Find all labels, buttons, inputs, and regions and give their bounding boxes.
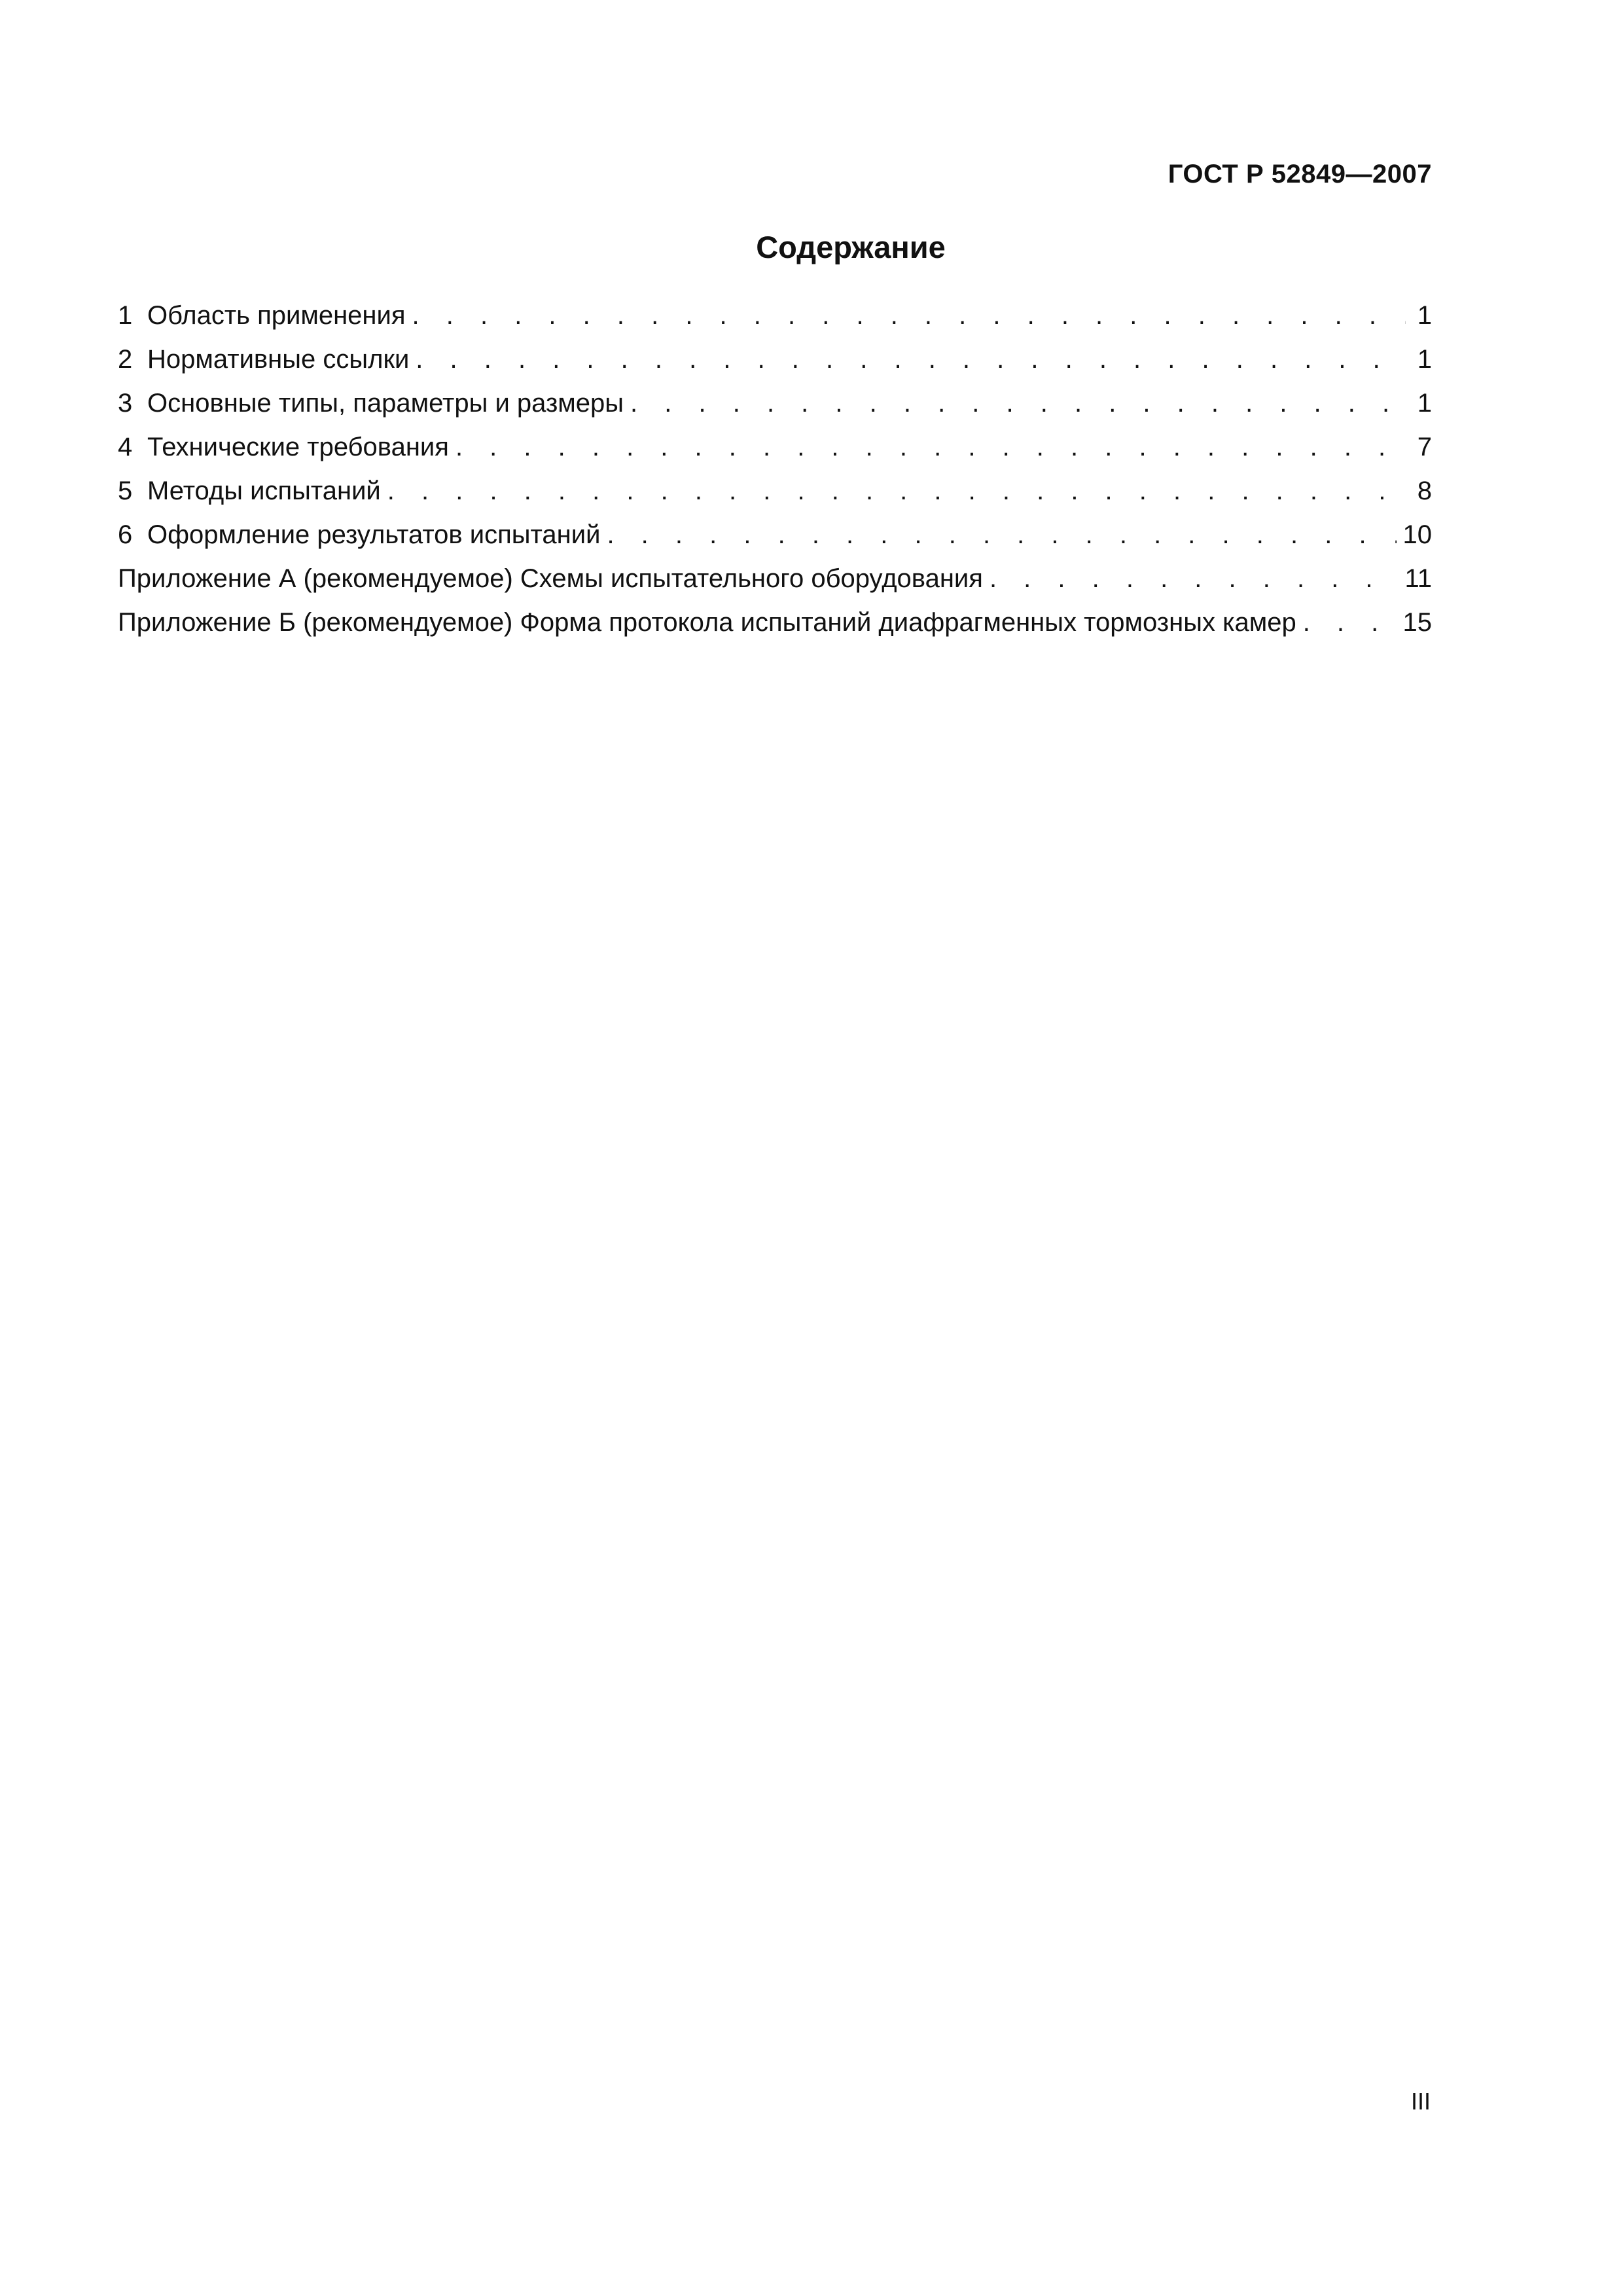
toc-entry-page: 1 — [1417, 389, 1432, 418]
toc-leader-dots — [607, 520, 1396, 550]
toc-entry-label: Нормативные ссылки — [147, 345, 410, 374]
toc-entry-label: Область применения — [147, 301, 406, 330]
toc-entry-page: 11 — [1404, 564, 1432, 593]
toc-leader-dots — [1303, 608, 1397, 637]
toc-entry-label: Приложение Б (рекомендуемое) Форма протокола испытаний диафрагменных тормозных камер — [118, 608, 1296, 637]
toc-entry-number: 5 — [118, 476, 133, 505]
toc-entry-page: 8 — [1417, 476, 1432, 505]
toc-title: Содержание — [756, 230, 946, 264]
toc-entry-label: Приложение А (рекомендуемое) Схемы испытательного оборудования — [118, 564, 983, 593]
toc-leader-dots — [416, 345, 1406, 374]
toc-entry[interactable] — [118, 345, 1432, 389]
document-id: ГОСТ Р 52849—2007 — [1168, 160, 1432, 188]
toc-entry[interactable] — [118, 301, 1432, 345]
toc-entry-number: 2 — [118, 345, 133, 374]
toc-entry-label: Технические требования — [147, 433, 449, 461]
toc-entry-appendix[interactable] — [118, 608, 1432, 652]
toc-entry-number: 3 — [118, 389, 133, 418]
toc-entry[interactable] — [118, 520, 1432, 564]
page-number: III — [1410, 2088, 1431, 2115]
toc-entry-page: 10 — [1402, 520, 1432, 549]
toc-leader-dots — [455, 433, 1406, 462]
toc-entry-number: 4 — [118, 433, 133, 461]
toc-entry-appendix[interactable] — [118, 564, 1432, 608]
toc-leader-dots — [387, 476, 1406, 506]
toc-entry-page: 1 — [1417, 301, 1432, 330]
toc-entry-page: 7 — [1417, 433, 1432, 461]
toc-entry-page: 15 — [1402, 608, 1432, 637]
toc-entry[interactable] — [118, 389, 1432, 433]
toc-entry-page: 1 — [1417, 345, 1432, 374]
toc-entry[interactable] — [118, 476, 1432, 520]
toc-leader-dots — [630, 389, 1406, 418]
toc-entry-label: Основные типы, параметры и размеры — [147, 389, 624, 418]
toc-entry-label: Методы испытаний — [147, 476, 381, 505]
toc-entry[interactable] — [118, 433, 1432, 476]
toc-leader-dots — [990, 564, 1399, 594]
table-of-contents — [118, 301, 1432, 652]
toc-entry-number: 6 — [118, 520, 133, 549]
toc-leader-dots — [412, 301, 1406, 331]
toc-entry-number: 1 — [118, 301, 133, 330]
toc-entry-label: Оформление результатов испытаний — [147, 520, 601, 549]
